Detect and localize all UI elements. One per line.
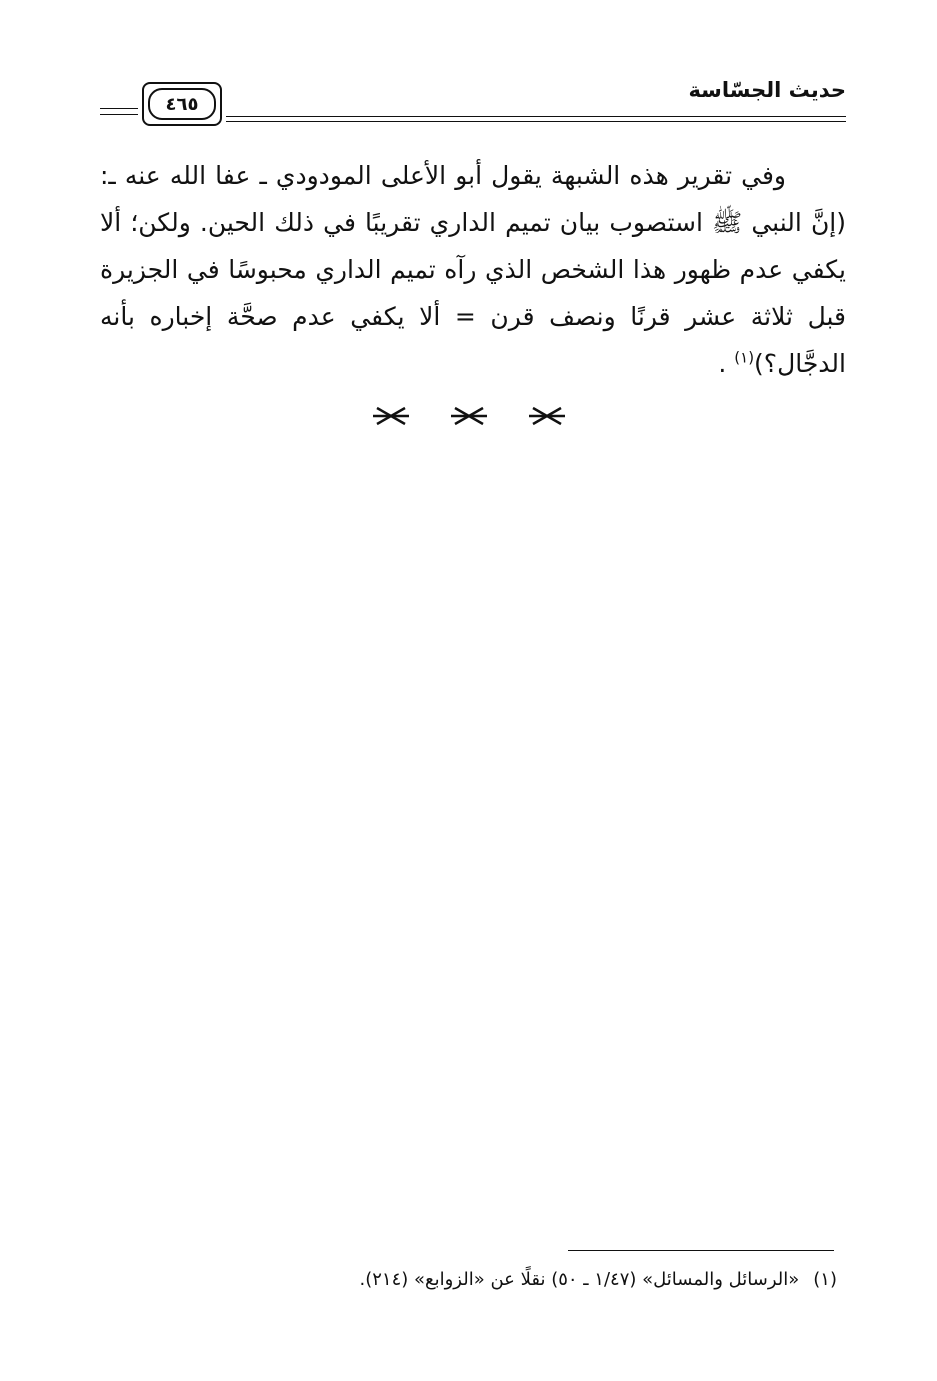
section-separator <box>0 405 937 427</box>
footnote-reference: (١) <box>734 348 755 367</box>
ornament-cross-icon <box>527 405 567 427</box>
page-number-frame <box>142 82 222 126</box>
header-rule <box>226 121 846 122</box>
page-header <box>100 72 846 132</box>
body-paragraph <box>100 152 846 387</box>
paragraph-text: وفي تقرير هذه الشبهة يقول أبو الأعلى المودودي ـ عفا الله عنه ـ: (إنَّ النبي ﷺ استصوب بيان تميم الداري تقريبًا في ذلك الحين. ولكن؛ ألا يكفي عدم ظهور هذا الشخص الذي رآه تميم الداري محبوسًا في الجزيرة قبل ثلاثة عشر قرنًا ونصف قرن = ألا يكفي عدم صحَّة إخباره بأنه الدجَّال؟) <box>100 161 846 378</box>
header-rule <box>226 116 846 117</box>
ornament-cross-icon <box>371 405 411 427</box>
ornament-cross-icon <box>449 405 489 427</box>
header-rule-left <box>100 108 138 109</box>
page-number: ٤٦٥ <box>148 88 216 120</box>
footnote-text: «الرسائل والمسائل» (١/٤٧ ـ ٥٠) نقلًا عن «الزوابع» (٢١٤). <box>359 1269 800 1290</box>
header-rule-left <box>100 114 138 115</box>
running-title: حديث الجسّاسة <box>688 78 846 102</box>
footnote <box>97 1265 837 1295</box>
paragraph-end: . <box>718 349 727 378</box>
footnote-divider <box>568 1250 834 1251</box>
footnote-number: (١) <box>813 1269 837 1290</box>
